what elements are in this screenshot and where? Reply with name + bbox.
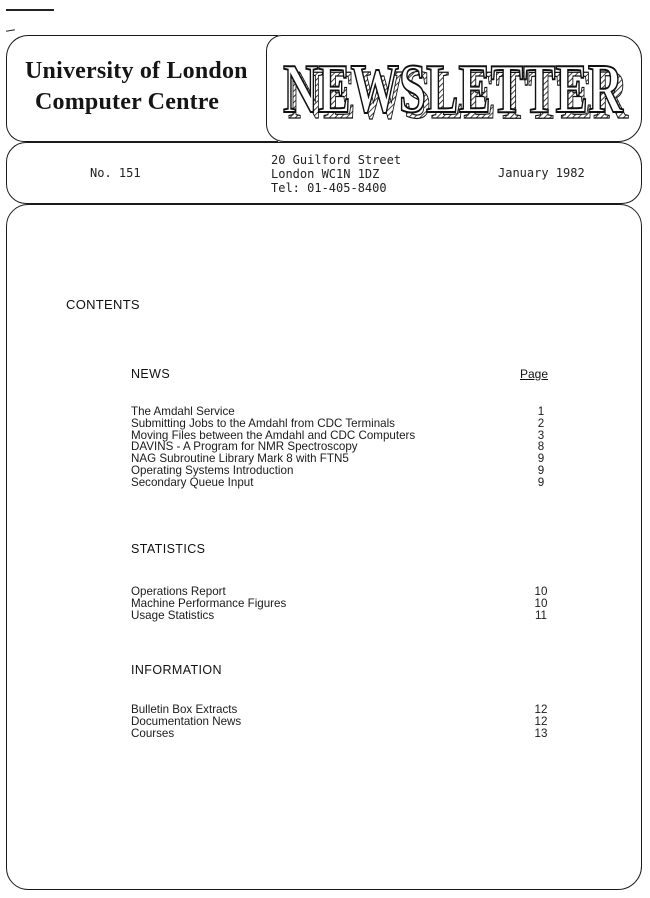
entry-title: Documentation News — [131, 714, 242, 728]
entry-title: Submitting Jobs to the Amdahl from CDC Terminals — [131, 416, 395, 430]
entry-page: 9 — [537, 463, 545, 477]
entry-title: Courses — [131, 726, 175, 740]
contents-entry — [131, 716, 551, 728]
entry-page: 10 — [534, 596, 548, 610]
masthead-shadow: NEWSLETTER — [288, 57, 630, 134]
address-block — [271, 153, 401, 195]
entry-page: 12 — [534, 714, 548, 728]
contents-entry — [131, 610, 551, 622]
entry-page: 12 — [534, 703, 548, 716]
entry-page: 3 — [537, 428, 545, 442]
address-line: 20 Guilford Street — [271, 153, 402, 167]
entry-page: 13 — [534, 726, 548, 740]
contents-entry — [131, 598, 551, 610]
entry-page: 11 — [534, 608, 548, 622]
entry-page: 9 — [537, 452, 545, 466]
section-heading-statistics: STATISTICS — [131, 542, 206, 556]
scan-artifact — [6, 9, 54, 11]
address-line: London WC1N 1DZ — [271, 167, 380, 181]
entry-title: Moving Files between the Amdahl and CDC Computers — [131, 428, 416, 442]
entry-title: DAVINS - A Program for NMR Spectroscopy — [131, 440, 358, 454]
masthead-text: NEWSLETTER — [283, 51, 625, 128]
contents-entry — [131, 728, 551, 740]
section-heading-news: NEWS — [131, 367, 171, 381]
statistics-entries — [131, 586, 551, 621]
contents-entry — [131, 465, 551, 477]
entry-title: The Amdahl Service — [131, 405, 235, 418]
address-line: Tel: 01-405-8400 — [271, 181, 387, 195]
entry-page: 8 — [537, 440, 545, 454]
news-entries — [131, 406, 551, 489]
institution-name-line2: Computer Centre — [35, 89, 220, 115]
entry-page: 2 — [537, 416, 545, 430]
information-entries — [131, 704, 551, 739]
institution-name-line1: University of London — [25, 58, 248, 84]
entry-title: Operating Systems Introduction — [131, 463, 294, 477]
entry-title: NAG Subroutine Library Mark 8 with FTN5 — [131, 452, 349, 466]
entry-page: 10 — [534, 585, 548, 598]
contents-entry — [131, 418, 551, 430]
entry-title: Usage Statistics — [131, 608, 215, 622]
entry-page: 9 — [537, 475, 545, 489]
contents-entry — [131, 477, 551, 489]
newsletter-masthead — [280, 42, 635, 138]
entry-title: Bulletin Box Extracts — [131, 703, 238, 716]
page-column-heading: Page — [520, 367, 549, 381]
entry-title: Operations Report — [131, 585, 226, 598]
entry-page: 1 — [537, 405, 545, 418]
section-heading-information: INFORMATION — [131, 663, 222, 677]
issue-date: January 1982 — [498, 166, 585, 180]
contents-heading: CONTENTS — [66, 297, 140, 312]
entry-title: Secondary Queue Input — [131, 475, 254, 489]
entry-title: Machine Performance Figures — [131, 596, 287, 610]
issue-number: No. 151 — [90, 166, 141, 180]
scan-artifact — [6, 29, 15, 32]
